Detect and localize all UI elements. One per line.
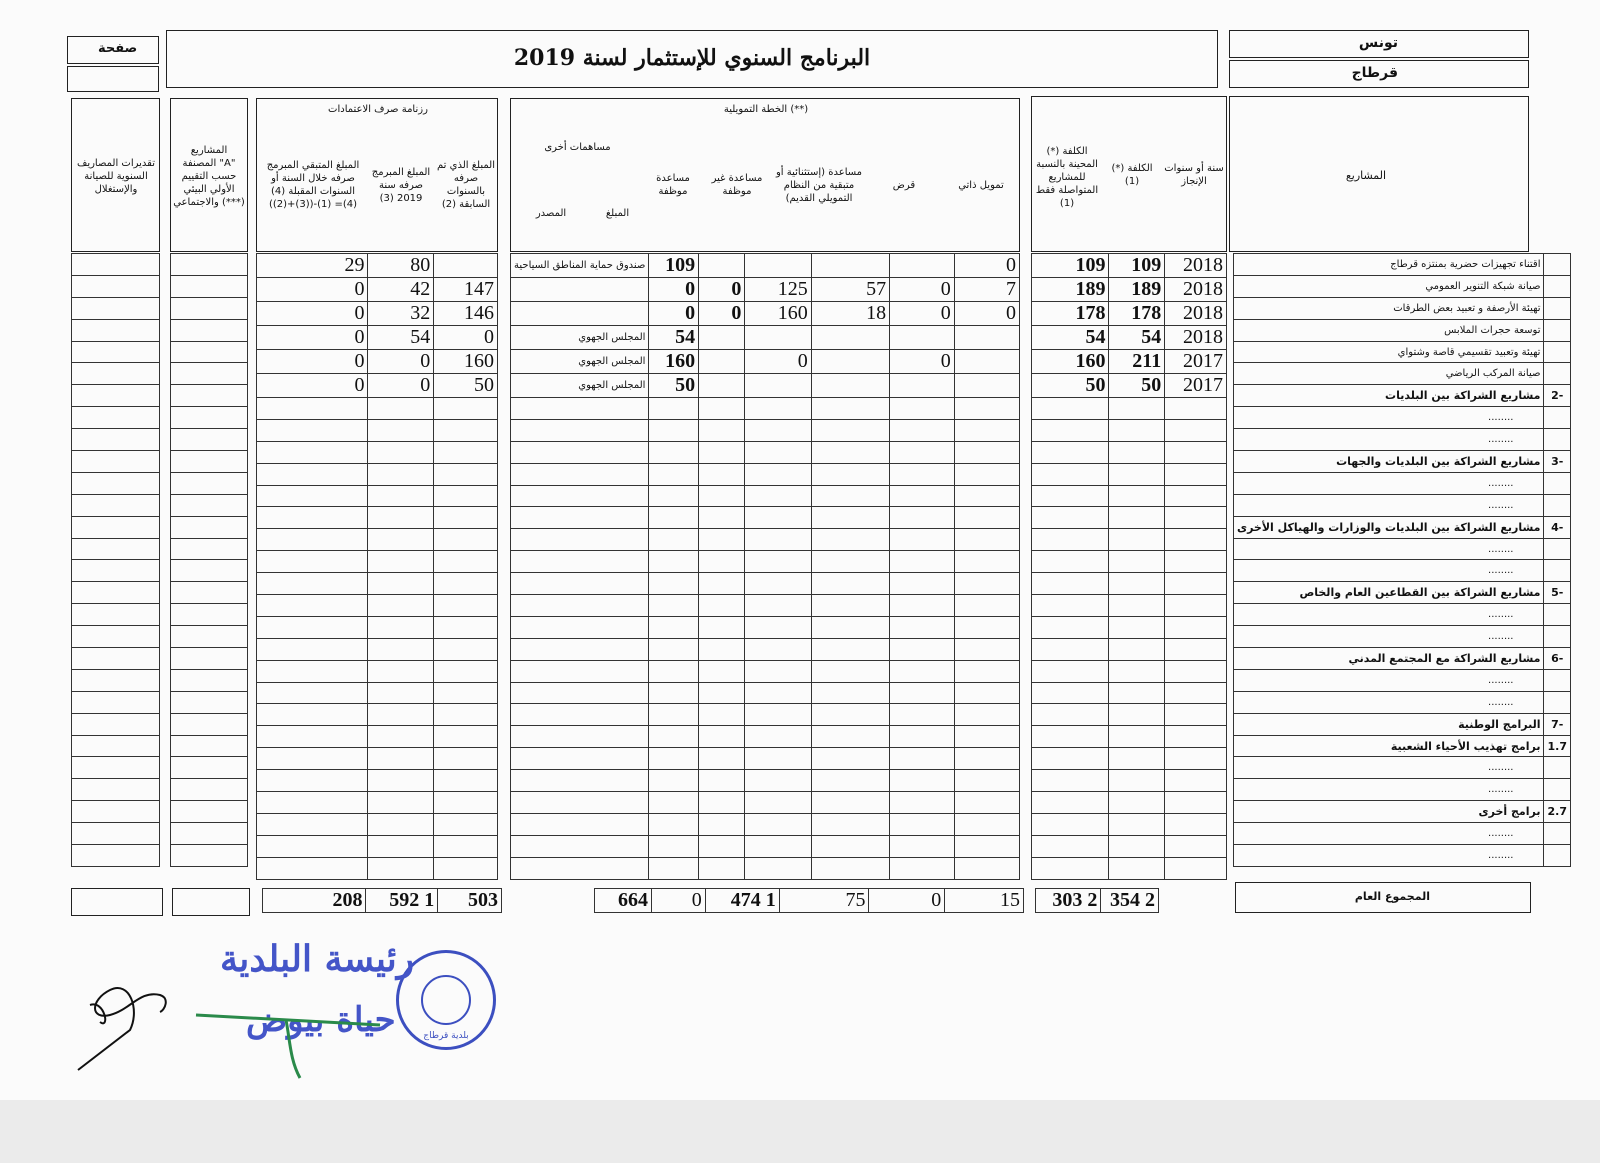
self-cell: 0	[954, 302, 1019, 326]
totals-label: المجموع العام	[1354, 890, 1430, 903]
municipality-label: قرطاج	[1351, 65, 1398, 81]
amount-cell: 109	[649, 254, 699, 278]
header-programmed: المبلغ المبرمج صرفه سنة 2019 (3)	[371, 166, 431, 204]
section-label: مشاريع الشراكة بين البلديات	[1234, 385, 1544, 407]
spent-cell: 147	[434, 278, 498, 302]
table-row	[1032, 302, 1227, 326]
projects-table	[1233, 253, 1571, 867]
project-name: اقتناء تجهيزات حضرية بمنتزه قرطاج	[1234, 254, 1544, 276]
section-label: مشاريع الشراكة بين البلديات والوزارات والهياكل الأخرى	[1234, 516, 1544, 538]
section-number: -6	[1544, 648, 1571, 670]
header-years: سنة أو سنوات الإنجاز	[1164, 163, 1224, 187]
dots: ........	[1234, 407, 1544, 429]
scanner-margin	[0, 1100, 1600, 1163]
header-financing	[510, 98, 1020, 252]
section-number: -3	[1544, 451, 1571, 473]
assigned-aid-cell	[699, 350, 745, 374]
source-cell: المجلس الجهوي	[511, 350, 649, 374]
section-number: -5	[1544, 582, 1571, 604]
placeholder-row	[1234, 604, 1571, 626]
section-row	[1234, 385, 1571, 407]
total-maintenance	[71, 888, 163, 916]
dots: ........	[1234, 494, 1544, 516]
remaining-cell: 0	[257, 326, 368, 350]
table-row	[511, 374, 1020, 398]
programmed-cell: 42	[368, 278, 434, 302]
placeholder-row	[1234, 779, 1571, 801]
header-unassigned-aid: مساعدة غير موظفة	[711, 173, 763, 197]
header-self: تمويل ذاتي	[958, 179, 1004, 191]
total-amount: 664	[595, 889, 652, 913]
unassigned-aid-cell: 160	[745, 302, 811, 326]
dots: ........	[1234, 429, 1544, 451]
amount-cell: 160	[649, 350, 699, 374]
header-maintenance	[71, 98, 160, 252]
dots: ........	[1234, 626, 1544, 648]
remaining-cell: 0	[257, 278, 368, 302]
amount-cell: 0	[649, 302, 699, 326]
total-assigned: 0	[651, 889, 705, 913]
table-row	[1032, 278, 1227, 302]
cost-cell: 54	[1109, 326, 1165, 350]
programmed-cell: 0	[368, 350, 434, 374]
dots: ........	[1234, 845, 1544, 867]
header-projects	[1229, 96, 1529, 252]
exceptional-aid-cell	[811, 374, 889, 398]
table-row	[1032, 374, 1227, 398]
table-row	[1234, 254, 1571, 276]
table-row	[511, 326, 1020, 350]
year-cell: 2017	[1165, 350, 1227, 374]
remaining-cell: 0	[257, 302, 368, 326]
section-row	[1234, 648, 1571, 670]
header-classified	[170, 98, 248, 252]
table-row	[257, 254, 498, 278]
header-classified-label: المشاريع المصنفة "A" حسب التقييم الأولي البيئي والاجتماعي (***)	[173, 144, 245, 208]
programmed-cell: 80	[368, 254, 434, 278]
exceptional-aid-cell	[811, 326, 889, 350]
table-row	[1032, 254, 1227, 278]
year-cell: 2017	[1165, 374, 1227, 398]
dots: ........	[1234, 560, 1544, 582]
maintenance-table	[71, 253, 160, 867]
source-cell	[511, 302, 649, 326]
section-number: -4	[1544, 516, 1571, 538]
unassigned-aid-cell: 125	[745, 278, 811, 302]
total-loan: 0	[869, 889, 945, 913]
title-box	[166, 30, 1218, 88]
project-name: صيانة شبكة التنوير العمومي	[1234, 275, 1544, 297]
project-name: تهيئة الأرصفة و تعبيد بعض الطرقات	[1234, 297, 1544, 319]
loan-cell	[890, 326, 955, 350]
unassigned-aid-cell	[745, 326, 811, 350]
amount-cell: 54	[649, 326, 699, 350]
loan-cell: 0	[890, 350, 955, 374]
header-cost-group	[1031, 96, 1227, 252]
placeholder-row	[1234, 823, 1571, 845]
cost-cell: 178	[1109, 302, 1165, 326]
unassigned-aid-cell	[745, 254, 811, 278]
placeholder-row	[1234, 429, 1571, 451]
placeholder-row	[1234, 472, 1571, 494]
amount-cell: 0	[649, 278, 699, 302]
totals-financing	[594, 888, 1024, 913]
table-row	[1234, 319, 1571, 341]
section-row	[1234, 582, 1571, 604]
source-cell: المجلس الجهوي	[511, 326, 649, 350]
classified-table	[170, 253, 248, 867]
project-name: تهيئة وتعبيد تقسيمي قاصة وشتواي	[1234, 341, 1544, 363]
section-label: مشاريع الشراكة مع المجتمع المدني	[1234, 648, 1544, 670]
remaining-cell: 29	[257, 254, 368, 278]
placeholder-row	[1234, 407, 1571, 429]
table-row	[511, 278, 1020, 302]
spent-cell: 50	[434, 374, 498, 398]
dots: ........	[1234, 823, 1544, 845]
assigned-aid-cell: 0	[699, 302, 745, 326]
dots: ........	[1234, 472, 1544, 494]
header-source: المصدر	[535, 207, 567, 219]
total-unassigned: 1 474	[705, 889, 779, 913]
totals-schedule	[262, 888, 502, 913]
total-updated: 2 303	[1036, 889, 1101, 913]
table-row	[511, 254, 1020, 278]
header-assigned-aid: مساعدة موظفة	[656, 173, 690, 197]
section-row	[1234, 451, 1571, 473]
unassigned-aid-cell: 0	[745, 350, 811, 374]
cost-cell: 189	[1109, 278, 1165, 302]
self-cell	[954, 326, 1019, 350]
table-row	[257, 350, 498, 374]
table-row	[511, 302, 1020, 326]
dots: ........	[1234, 604, 1544, 626]
header-updated-cost: الكلفة (*) المحينة بالنسبة للمشاريع المتواصلة فقط (1)	[1035, 145, 1099, 209]
signature-name: حياة بيوض	[246, 1000, 396, 1040]
section-label: مشاريع الشراكة بين البلديات والجهات	[1234, 451, 1544, 473]
table-row	[257, 374, 498, 398]
table-row	[257, 326, 498, 350]
header-cost: الكلفة (*) (1)	[1111, 163, 1153, 187]
country-box	[1229, 30, 1529, 58]
placeholder-row	[1234, 560, 1571, 582]
spent-cell: 0	[434, 326, 498, 350]
section-label: برامج أخرى	[1234, 801, 1544, 823]
dots: ........	[1234, 779, 1544, 801]
project-name: توسعة حجرات الملابس	[1234, 319, 1544, 341]
table-row	[1234, 341, 1571, 363]
spent-cell: 146	[434, 302, 498, 326]
loan-cell	[890, 374, 955, 398]
section-label: البرامج الوطنية	[1234, 713, 1544, 735]
header-spent-prev: المبلغ الذي تم صرفه بالسنوات السابقة (2)	[437, 160, 495, 210]
year-cell: 2018	[1165, 278, 1227, 302]
handwritten-signature	[70, 960, 190, 1080]
placeholder-row	[1234, 538, 1571, 560]
schedule-table	[256, 253, 498, 880]
section-row	[1234, 516, 1571, 538]
assigned-aid-cell: 0	[699, 278, 745, 302]
self-cell	[954, 350, 1019, 374]
totals-label-box	[1235, 882, 1531, 913]
page-number-box	[67, 66, 159, 92]
exceptional-aid-cell: 57	[811, 278, 889, 302]
year-cell: 2018	[1165, 254, 1227, 278]
year-cell: 2018	[1165, 326, 1227, 350]
section-row	[1234, 801, 1571, 823]
exceptional-aid-cell	[811, 350, 889, 374]
table-row	[511, 350, 1020, 374]
project-name: صيانة المركب الرياضي	[1234, 363, 1544, 385]
signature-title: رئيسة البلدية	[220, 938, 415, 980]
totals-cost	[1035, 888, 1159, 913]
table-row	[1234, 297, 1571, 319]
cost-cell: 109	[1109, 254, 1165, 278]
assigned-aid-cell	[699, 374, 745, 398]
remaining-cell: 0	[257, 350, 368, 374]
section-number: 1.7	[1544, 735, 1571, 757]
updated-cost-cell: 109	[1032, 254, 1109, 278]
placeholder-row	[1234, 691, 1571, 713]
programmed-cell: 54	[368, 326, 434, 350]
header-loan: قرض	[892, 179, 916, 191]
section-label: برامج تهذيب الأحياء الشعبية	[1234, 735, 1544, 757]
section-number: -7	[1544, 713, 1571, 735]
self-cell	[954, 374, 1019, 398]
table-row	[257, 278, 498, 302]
updated-cost-cell: 178	[1032, 302, 1109, 326]
section-row	[1234, 735, 1571, 757]
unassigned-aid-cell	[745, 374, 811, 398]
section-number: -2	[1544, 385, 1571, 407]
year-cell: 2018	[1165, 302, 1227, 326]
programmed-cell: 0	[368, 374, 434, 398]
loan-cell: 0	[890, 302, 955, 326]
dots: ........	[1234, 757, 1544, 779]
header-projects-label: المشاريع	[1345, 168, 1387, 182]
country-label: تونس	[1358, 35, 1398, 51]
total-exceptional: 75	[779, 889, 869, 913]
total-remaining: 208	[263, 889, 366, 913]
header-schedule-label: رزنامة صرف الاعتمادات	[328, 103, 428, 115]
programmed-cell: 32	[368, 302, 434, 326]
placeholder-row	[1234, 757, 1571, 779]
stamp-text: بلدية قرطاج	[423, 1031, 469, 1041]
exceptional-aid-cell	[811, 254, 889, 278]
assigned-aid-cell	[699, 254, 745, 278]
exceptional-aid-cell: 18	[811, 302, 889, 326]
signature-strike	[190, 1000, 390, 1080]
section-row	[1234, 713, 1571, 735]
updated-cost-cell: 160	[1032, 350, 1109, 374]
table-row	[1234, 363, 1571, 385]
updated-cost-cell: 54	[1032, 326, 1109, 350]
header-maintenance-label: تقديرات المصاريف السنوية للصيانة والإستغلال	[76, 157, 156, 195]
page-title: البرنامج السنوي للإستثمار لسنة 2019	[513, 45, 871, 71]
spent-cell	[434, 254, 498, 278]
header-financing-label: الخطة التمويلية (**)	[723, 103, 809, 115]
total-spent: 503	[438, 889, 502, 913]
dots: ........	[1234, 538, 1544, 560]
remaining-cell: 0	[257, 374, 368, 398]
source-cell	[511, 278, 649, 302]
municipality-box	[1229, 60, 1529, 88]
header-schedule	[256, 98, 498, 252]
header-remaining: المبلغ المتبقي المبرمج صرفه خلال السنة أو السنوات المقبلة (4) (4)= (1)-((3)+(2))	[266, 160, 360, 210]
placeholder-row	[1234, 845, 1571, 867]
placeholder-row	[1234, 669, 1571, 691]
section-number: 2.7	[1544, 801, 1571, 823]
table-row	[1032, 350, 1227, 374]
cost-table	[1031, 253, 1227, 880]
source-cell: المجلس الجهوي	[511, 374, 649, 398]
page-box	[67, 36, 159, 64]
cost-cell: 211	[1109, 350, 1165, 374]
placeholder-row	[1234, 626, 1571, 648]
page-label: صفحة	[98, 41, 138, 56]
updated-cost-cell: 189	[1032, 278, 1109, 302]
header-other-contrib: مساهمات أخرى	[544, 141, 611, 153]
header-amount: المبلغ	[605, 207, 630, 219]
total-self: 15	[945, 889, 1024, 913]
table-row	[1032, 326, 1227, 350]
financing-table	[510, 253, 1020, 880]
total-classified	[172, 888, 250, 916]
amount-cell: 50	[649, 374, 699, 398]
table-row	[257, 302, 498, 326]
table-row	[1234, 275, 1571, 297]
total-cost: 2 354	[1101, 889, 1159, 913]
dots: ........	[1234, 691, 1544, 713]
header-exceptional-aid: مساعدة (إستثنائية أو متبقية من النظام التمويلي القديم)	[775, 166, 863, 204]
placeholder-row	[1234, 494, 1571, 516]
loan-cell	[890, 254, 955, 278]
source-cell: صندوق حماية المناطق السياحية	[511, 254, 649, 278]
assigned-aid-cell	[699, 326, 745, 350]
total-programmed: 1 592	[366, 889, 438, 913]
section-label: مشاريع الشراكة بين القطاعين العام والخاص	[1234, 582, 1544, 604]
dots: ........	[1234, 669, 1544, 691]
updated-cost-cell: 50	[1032, 374, 1109, 398]
spent-cell: 160	[434, 350, 498, 374]
loan-cell: 0	[890, 278, 955, 302]
self-cell: 7	[954, 278, 1019, 302]
cost-cell: 50	[1109, 374, 1165, 398]
self-cell: 0	[954, 254, 1019, 278]
